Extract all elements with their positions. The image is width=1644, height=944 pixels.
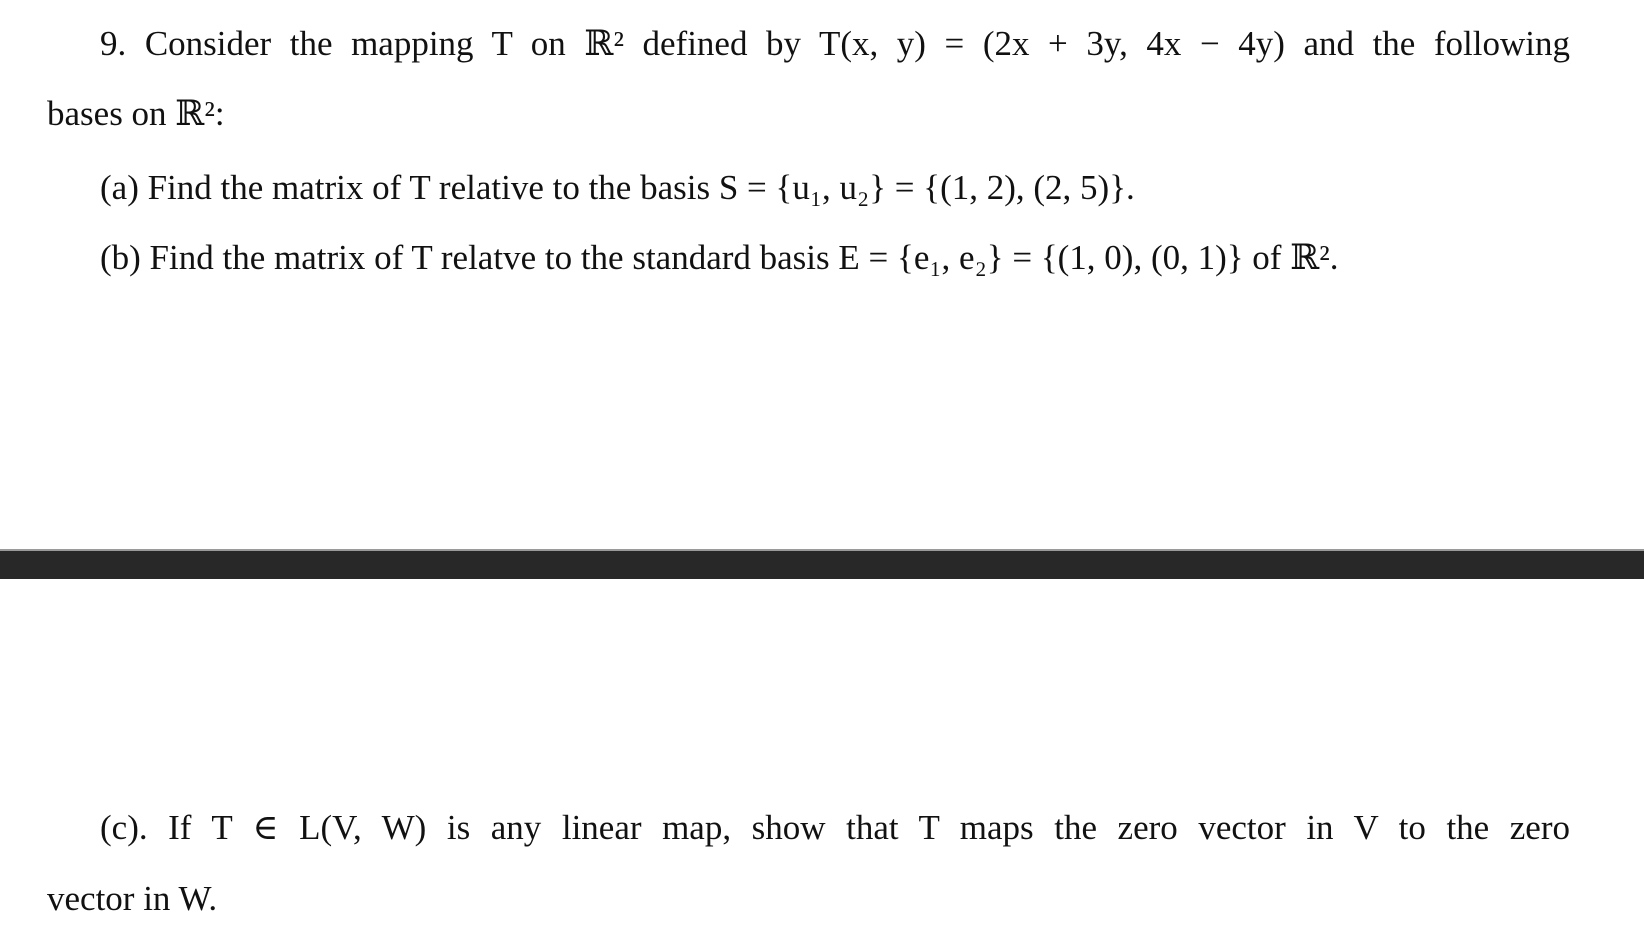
problem-intro-line-1: 9. Consider the mapping T on ℝ² defined by T(x, y) = (2x + 3y, 4x − 4y) and the following — [100, 24, 1570, 63]
problem-intro-line-2: bases on ℝ²: — [47, 94, 225, 133]
part-a-text: (a) Find the matrix of T relative to the basis S = {u₁, u₂} = {(1, 2), (2, 5)}. — [100, 168, 1135, 207]
part-c-line-1: (c). If T ∈ L(V, W) is any linear map, show that T maps the zero vector in V to the zero — [100, 808, 1570, 847]
page-divider-bar — [0, 549, 1644, 579]
part-c-line-2: vector in W. — [47, 879, 218, 918]
part-b-text: (b) Find the matrix of T relatve to the standard basis E = {e₁, e₂} = {(1, 0), (0, 1)} of ℝ². — [100, 238, 1339, 277]
